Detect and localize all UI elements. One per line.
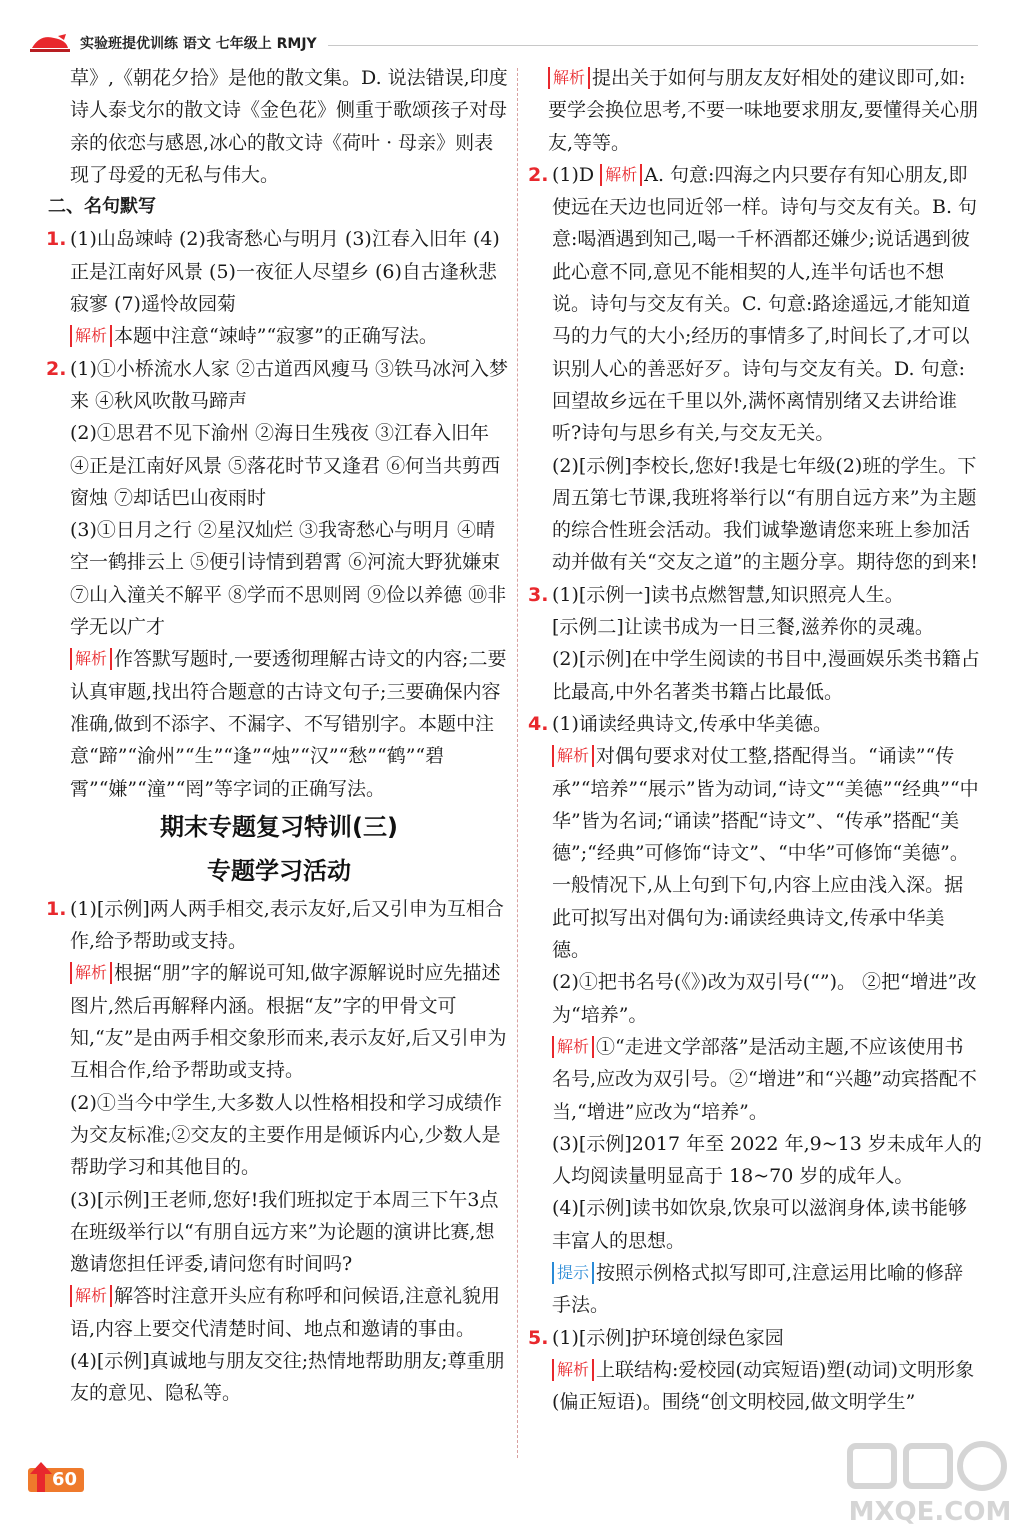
hint-text: 按照示例格式拟写即可,注意运用比喻的修辞手法。 [552,1261,964,1317]
activity-question-1 [48,893,510,1410]
analysis-tag: 解析 [70,962,112,984]
answer-part-1: (1)[示例]两人两手相交,表示友好,后又引申为互相合作,给予帮助或支持。 [70,897,504,953]
answer-part-1: (1)①小桥流水人家 ②古道西风瘦马 ③铁马冰河入梦来 ④秋风吹散马蹄声 [70,357,508,412]
answer-choice: (1)D [552,163,595,186]
question-number: 5. [528,1326,549,1349]
page-number: 60 [52,1469,78,1490]
answer-part-3: (3)[示例]王老师,您好!我们班拟定于本周三下午3点在班级举行以“有朋自远方来”为论题的演讲比赛,想邀请您担任评委,请问您有时间吗? [70,1188,499,1276]
question-3 [530,579,982,708]
analysis-paragraph [70,643,510,804]
chapter-title: 期末专题复习特训(三) [160,812,398,841]
answer-part-4: (4)[示例]读书如饮泉,饮泉可以滋润身体,读书能够丰富人的思想。 [552,1197,967,1252]
answer-text: (1)山岛竦峙 (2)我寄愁心与明月 (3)江春入旧年 (4)正是江南好风景 (5)一夜征人尽望乡 (6)自古逢秋悲寂寥 (7)遥怜故园菊 [70,228,500,316]
analysis-tag: 解析 [552,1359,594,1381]
question-number: 4. [528,712,549,735]
answer-part-2: (2)①思君不见下渝州 ②海日生残夜 ③江春入旧年 ④正是江南好风景 ⑤落花时节又逢君 ⑥何当共剪西窗烛 ⑦却话巴山夜雨时 [70,422,501,509]
analysis-text: 本题中注意“竦峙”“寂寥”的正确写法。 [114,325,438,348]
series-title: 实验班提优训练 语文 七年级上 RMJY [80,36,317,52]
analysis-text: A. 句意:四海之内只要存有知心朋友,即使远在天边也同近邻一样。诗句与交友有关。B. 句意:喝酒遇到知己,喝一千杯酒都还嫌少;说话遇到彼此心意不同,意见不能相契的人,连半句话也不想说。诗句与交友有关。C. 句意:路途遥远,才能知道马的力气的大小;经历的事情多了,时间长了,才可以识别人心的善恶好歹。诗句与交友有关。D. 句意:回望故乡远在千里以外,满怀离情别绪又去讲给谁听?诗句与思乡有关,与交友无关。 [552,163,978,445]
question-1 [48,223,510,352]
question-2 [48,353,510,805]
answer-part-2: (2)①把书名号(《》)改为双引号(“”)。 ②把“增进”改为“培养”。 [552,971,977,1026]
analysis-paragraph [552,1031,982,1128]
question-number: 2. [46,357,67,380]
answer-part-3: (3)①日月之行 ②星汉灿烂 ③我寄愁心与明月 ④晴空一鹤排云上 ⑤便引诗情到碧霄 ⑥河流大野犹嫌束 ⑦山入潼关不解平 ⑧学而不思则罔 ⑨俭以养德 ⑩非学无以广才 [70,519,507,639]
arrow-icon [30,1462,52,1492]
analysis-tag: 解析 [552,1036,594,1058]
analysis-tag: 解析 [600,164,642,186]
analysis-paragraph [70,957,510,1086]
left-intro-paragraph: 草》,《朝花夕拾》是他的散文集。D. 说法错误,印度诗人泰戈尔的散文诗《金色花》侧重于歌颂孩子对母亲的依恋与感恩,冰心的散文诗《荷叶 · 母亲》则表现了母爱的无私与伟大。 [70,67,508,186]
analysis-tag: 解析 [548,67,590,89]
analysis-tag: 解析 [552,745,594,767]
analysis-text: 作答默写题时,一要透彻理解古诗文的内容;二要认真审题,找出符合题意的古诗文句子;三要确保内容准确,做到不添字、不漏字、不写错别字。本题中注意“蹄”“渝州”“生”“逢”“烛”“汉”“愁”“鹤”“碧霄”“嫌”“潼”“罔”等字词的正确写法。 [70,648,507,800]
analysis-tag: 解析 [70,648,112,670]
analysis-paragraph [70,1280,510,1345]
answer-part-3: (3)[示例]2017 年至 2022 年,9~13 岁未成年人的人均阅读量明显高于 18~70 岁的成年人。 [552,1132,982,1188]
answer-part-2: (2)①当今中学生,大多数人以性格相投和学习成绩作为交友标准;②交友的主要作用是倾诉内心,少数人是帮助学习和其他目的。 [70,1091,502,1179]
answer-part-1: (1)诵读经典诗文,传承中华美德。 [552,712,832,735]
analysis-text: 对偶句要求对仗工整,搭配得当。“诵读”“传承”“培养”“展示”皆为动词,“诗文”“美德”“经典”“中华”皆为名词;“诵读”搭配“诗文”、“传承”搭配“美德”;“经典”可修饰“诗文”、“中华”可修饰“美德”。一般情况下,从上句到下句,内容上应由浅入深。据此可拟写出对偶句为:诵读经典诗文,传承中华美德。 [552,745,979,962]
header-rule [328,45,978,46]
question-number: 2. [528,163,549,186]
question-2 [530,159,982,579]
question-4 [530,708,982,1322]
question-number: 1. [46,228,67,251]
answer-part-2: (2)[示例]在中学生阅读的书目中,漫画娱乐类书籍占比最高,中外名著类书籍占比最低。 [552,648,980,703]
answer-part-4: (4)[示例]真诚地与朋友交往;热情地帮助朋友;尊重朋友的意见、隐私等。 [70,1349,505,1405]
analysis-text: ①“走进文学部落”是活动主题,不应该使用书名号,应改为双引号。②“增进”和“兴趣”动宾搭配不当,“增进”应改为“培养”。 [552,1035,977,1123]
right-column [530,62,982,1418]
page-number-tab [28,1462,86,1494]
section-heading: 二、名句默写 [48,196,156,218]
analysis-paragraph [530,62,982,159]
hint-tag: 提示 [552,1262,594,1284]
answer-part-1b: [示例二]让读书成为一日三餐,滋养你的灵魂。 [552,616,934,639]
page-header [28,30,978,58]
analysis-text: 上联结构:爱校园(动宾短语)塑(动词)文明形象(偏正短语)。围绕“创文明校园,做文明学生” [552,1358,975,1414]
left-column [48,62,510,1410]
column-divider [517,68,518,1458]
answer-part-2: (2)[示例]李校长,您好!我是七年级(2)班的学生。下周五第七节课,我班将举行以“有朋自远方来”为主题的综合性班会活动。我们诚挚邀请您来班上参加活动并做有关“交友之道”的主题分享。期待您的到来! [552,454,979,574]
analysis-tag: 解析 [70,1285,112,1307]
question-5 [530,1322,982,1419]
question-number: 1. [46,897,67,920]
analysis-text: 提出关于如何与朋友友好相处的建议即可,如:要学会换位思考,不要一味地要求朋友,要懂得关心朋友,等等。 [548,67,979,154]
hint-paragraph [552,1257,982,1322]
analysis-paragraph [552,1354,982,1419]
watermark-logo [840,1440,1020,1530]
analysis-paragraph [70,320,510,352]
answer-part-1: (1)[示例]护环境创绿色家园 [552,1326,784,1349]
answer-part-1: (1)[示例一]读书点燃智慧,知识照亮人生。 [552,583,904,606]
answer-part-1 [552,159,982,450]
analysis-paragraph [552,740,982,966]
question-number: 3. [528,583,549,606]
chapter-subtitle: 专题学习活动 [207,856,351,885]
analysis-text: 解答时注意开头应有称呼和问候语,注意礼貌用语,内容上要交代清楚时间、地点和邀请的事由。 [70,1285,501,1340]
watermark-text: MXQE.COM [848,1497,1012,1527]
logo-icon [28,32,72,54]
analysis-text: 根据“朋”字的解说可知,做字源解说时应先描述图片,然后再解释内涵。根据“友”字的甲骨文可知,“友”是由两手相交象形而来,表示友好,后又引申为互相合作,给予帮助或支持。 [70,962,507,1082]
analysis-tag: 解析 [70,325,112,347]
